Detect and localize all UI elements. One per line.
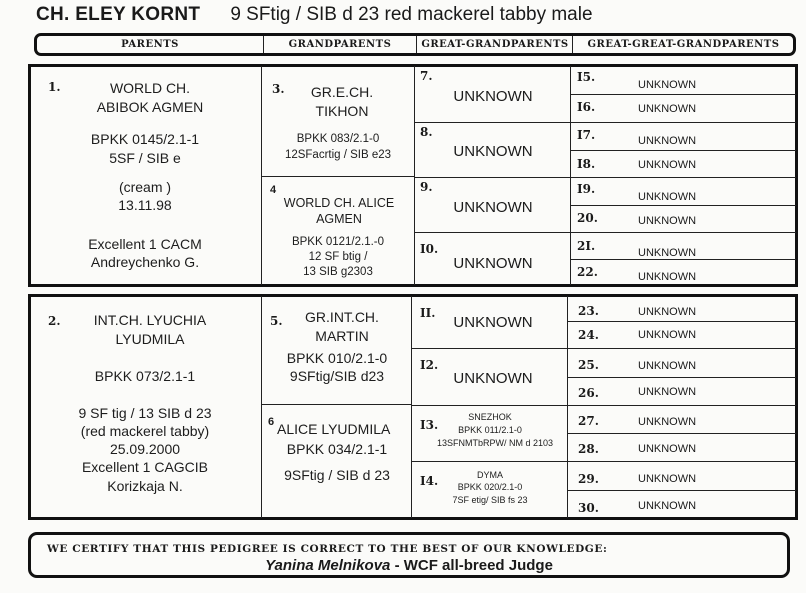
judge-name: Yanina Melnikova [265, 557, 391, 574]
pedigree-number: I8. [577, 157, 596, 171]
parent-name: ABIBOK AGMEN [96, 99, 204, 115]
show-judge: Andreychenko G. [90, 254, 200, 270]
pedigree-number: 8. [420, 125, 433, 139]
registration-number: BPKK 073/2.1-1 [94, 368, 196, 384]
parent-name: LYUDMILA [115, 331, 185, 347]
header-divider [416, 36, 417, 53]
pedigree-number: I5. [577, 70, 596, 84]
registration-number: BPKK 0121/2.1.-0 [291, 236, 385, 248]
ancestor-name: UNKNOWN [638, 191, 697, 203]
header-divider [263, 36, 264, 53]
registration-number: BPKK 034/2.1-1 [286, 441, 388, 457]
certification-box [28, 532, 790, 578]
pedigree-number: 22. [577, 265, 598, 279]
parent-title: WORLD CH. [109, 80, 191, 96]
ems-code: 9 SF tig / 13 SIB d 23 [78, 405, 212, 421]
ancestor-name: UNKNOWN [638, 443, 697, 455]
ancestor-name: UNKNOWN [453, 199, 533, 216]
ancestor-name: UNKNOWN [638, 271, 697, 283]
ancestor-name: UNKNOWN [638, 306, 697, 318]
grandparent-title: WORLD CH. ALICE [283, 196, 395, 210]
cat-name: CH. ELEY KORNT [36, 4, 201, 25]
ancestor-name: UNKNOWN [453, 314, 533, 331]
pedigree-number: 7. [420, 69, 433, 83]
ancestor-name: UNKNOWN [453, 370, 533, 387]
header-great-great-grandparents: GREAT-GREAT-GRANDPARENTS [587, 39, 780, 50]
ancestor-name: UNKNOWN [638, 215, 697, 227]
pedigree-number: I3. [420, 418, 439, 432]
row-divider [568, 377, 796, 378]
ems-code: 7SF etig/ SIB fs 23 [452, 495, 528, 505]
ancestor-name: UNKNOWN [453, 143, 533, 160]
cat-breed-description: 9 SFtig / SIB d 23 red mackerel tabby male [230, 4, 593, 25]
pedigree-number: I7. [577, 128, 596, 142]
parent-title: INT.CH. LYUCHIA [93, 312, 207, 328]
ems-code-continued: 13 SIB g2303 [303, 266, 373, 278]
ems-code: 12SFacrtig / SIB e23 [284, 149, 392, 161]
certification-statement: WE CERTIFY THAT THIS PEDIGREE IS CORRECT TO THE BEST OF OUR KNOWLEDGE: [47, 543, 608, 555]
ancestor-name: UNKNOWN [638, 416, 697, 428]
ancestor-name: UNKNOWN [638, 135, 697, 147]
row-divider [568, 461, 796, 462]
judge-title: - WCF all-breed Judge [390, 557, 553, 574]
column-divider [411, 296, 412, 518]
pedigree-number: 1. [48, 80, 61, 94]
show-judge: Korizkaja N. [107, 478, 183, 494]
pedigree-number: 3. [272, 82, 285, 96]
pedigree-number: I2. [420, 358, 439, 372]
row-divider [571, 177, 796, 178]
registration-number: BPKK 010/2.1-0 [286, 350, 388, 366]
color-description: (cream ) [118, 179, 172, 195]
ems-code: 9SFtig / SIB d 23 [284, 467, 390, 483]
registration-number: BPKK 020/2.1-0 [457, 482, 523, 492]
column-divider [567, 296, 568, 518]
grandparent-name: AGMEN [316, 212, 362, 226]
ancestor-name: UNKNOWN [638, 103, 697, 115]
header-divider [572, 36, 573, 53]
ancestor-name: SNEZHOK [468, 412, 512, 422]
registration-number: BPKK 011/2.1-0 [458, 425, 522, 435]
row-divider [568, 433, 796, 434]
pedigree-number: 6 [268, 416, 275, 428]
row-divider [571, 94, 796, 95]
pedigree-number: 9. [420, 180, 433, 194]
pedigree-number: I6. [577, 100, 596, 114]
pedigree-number: 29. [578, 472, 599, 486]
header-parents: PARENTS [121, 39, 179, 50]
date-of-birth: 25.09.2000 [109, 441, 181, 457]
row-divider [571, 259, 796, 260]
row-divider [568, 321, 796, 322]
row-divider [412, 405, 567, 406]
grandparent-name: MARTIN [315, 328, 369, 344]
judge-signature-line [31, 557, 787, 574]
column-divider [570, 66, 571, 285]
row-divider [412, 461, 567, 462]
pedigree-number: 24. [578, 328, 599, 342]
pedigree-number: I0. [420, 242, 439, 256]
column-divider [414, 66, 415, 285]
row-divider [412, 348, 567, 349]
row-divider [571, 232, 796, 233]
row-divider [415, 122, 570, 123]
row-divider [568, 348, 796, 349]
row-divider [262, 176, 414, 177]
row-divider [415, 177, 570, 178]
row-divider [568, 490, 796, 491]
ancestor-name: UNKNOWN [638, 360, 697, 372]
pedigree-number: I4. [420, 474, 439, 488]
ancestor-name: UNKNOWN [453, 88, 533, 105]
ancestor-name: UNKNOWN [453, 255, 533, 272]
pedigree-number: 2I. [577, 239, 596, 253]
ancestor-name: UNKNOWN [638, 500, 697, 512]
pedigree-number: 4 [270, 184, 277, 196]
ancestor-name: UNKNOWN [638, 473, 697, 485]
pedigree-number: 20. [577, 211, 598, 225]
grandparent-title: GR.INT.CH. [305, 309, 379, 325]
ems-code: 5SF / SIB e [109, 150, 181, 166]
ancestor-name: UNKNOWN [638, 79, 697, 91]
column-divider [261, 296, 262, 518]
grandparent-name: TIKHON [315, 103, 369, 119]
registration-number: BPKK 083/2.1-0 [296, 133, 380, 145]
ems-code: 12 SF btig / [308, 251, 368, 263]
ancestor-name: UNKNOWN [638, 159, 697, 171]
row-divider [568, 405, 796, 406]
color-description: (red mackerel tabby) [80, 423, 210, 439]
pedigree-number: 27. [578, 414, 599, 428]
ems-code: 13SFNMTbRPW/ NM d 2103 [436, 438, 554, 448]
date-of-birth: 13.11.98 [118, 197, 172, 213]
row-divider [262, 404, 411, 405]
pedigree-number: II. [420, 306, 436, 320]
row-divider [571, 122, 796, 123]
ancestor-name: UNKNOWN [638, 247, 697, 259]
column-header-bar [34, 33, 796, 56]
ancestor-name: UNKNOWN [638, 329, 697, 341]
pedigree-number: I9. [577, 182, 596, 196]
ems-code: 9SFtig/SIB d23 [289, 368, 385, 384]
pedigree-number: 2. [48, 314, 61, 328]
header-great-grandparents: GREAT-GRANDPARENTS [421, 39, 569, 50]
ancestor-name: DYMA [476, 470, 503, 480]
pedigree-number: 26. [578, 386, 599, 400]
pedigree-number: 23. [578, 304, 599, 318]
pedigree-number: 30. [578, 501, 599, 515]
registration-number: BPKK 0145/2.1-1 [90, 131, 200, 147]
row-divider [571, 205, 796, 206]
pedigree-number: 5. [270, 314, 283, 328]
ancestor-name: UNKNOWN [638, 386, 697, 398]
show-award: Excellent 1 CACM [88, 236, 202, 252]
pedigree-number: 25. [578, 358, 599, 372]
row-divider [415, 232, 570, 233]
row-divider [571, 150, 796, 151]
pedigree-number: 28. [578, 442, 599, 456]
grandparent-name: ALICE LYUDMILA [277, 421, 391, 437]
grandparent-title: GR.E.CH. [310, 84, 374, 100]
header-grandparents: GRANDPARENTS [288, 39, 392, 50]
document-title [36, 4, 593, 30]
show-award: Excellent 1 CAGCIB [81, 459, 209, 475]
